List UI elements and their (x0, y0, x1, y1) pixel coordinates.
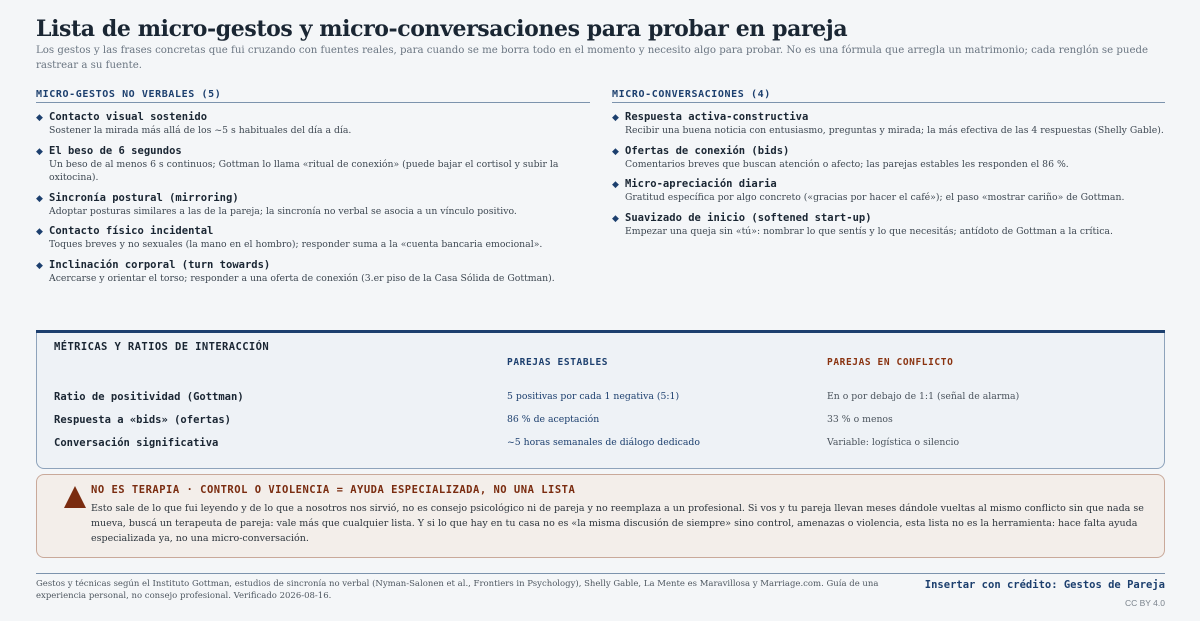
metric-label: Respuesta a «bids» (ofertas) (54, 414, 232, 426)
list-item (36, 259, 590, 286)
item-desc: Gratitud específica por algo concreto («gracias por hacer el café»); el paso «mostrar cariño» de Gottman. (625, 192, 1125, 203)
diamond-bullet-icon: ◆ (36, 193, 43, 204)
item-desc: Comentarios breves que buscan atención o afecto; las parejas estables les responden el 86 %. (625, 158, 1069, 170)
lists-section (36, 89, 1165, 329)
metric-conflict-value: En o por debajo de 1:1 (señal de alarma) (827, 391, 1020, 402)
footer-license: CC BY 4.0 (1124, 598, 1165, 608)
metric-conflict-value: Variable: logística o silencio (827, 437, 960, 448)
gestures-column (36, 89, 590, 292)
footer-credit: Insertar con crédito: Gestos de Pareja (924, 579, 1165, 591)
diamond-bullet-icon: ◆ (36, 260, 43, 271)
conversations-column (612, 89, 1165, 245)
diamond-bullet-icon: ◆ (612, 146, 619, 157)
conversations-heading: MICRO-CONVERSACIONES (4) (612, 89, 1165, 103)
warning-body: Esto sale de lo que fui leyendo y de lo que a nosotros nos sirvió, no es consejo psicológico ni de pareja y no reemplaza a un profesional. Si vos y tu pareja llevan meses dándole vueltas al mismo conflicto sin que nada se mueva, buscá un terapeuta de pareja: vale más que cualquier lista. Y si lo que hay en tu casa no es «la misma discusión de siempre» sino control, amenazas o violencia, esta lista no es la herramienta: hace falta ayuda especializada ya, no una micro-conversación. (91, 503, 1144, 544)
page (36, 16, 1165, 608)
table-row (37, 391, 1164, 411)
metric-conflict-value: 33 % o menos (827, 414, 893, 425)
gestures-heading: MICRO-GESTOS NO VERBALES (5) (36, 89, 590, 103)
item-desc: Toques breves y no sexuales (la mano en el hombro); responder suma a la «cuenta bancaria emocional». (49, 239, 543, 250)
table-row (37, 437, 1164, 457)
diamond-bullet-icon: ◆ (612, 180, 619, 190)
footer-sources: Gestos y técnicas según el Instituto Gottman, estudios de sincronía no verbal (Nyman-Salonen et al., Frontiers in Psychology), Shelly Gable, La Mente es Maravillosa y Marriage.com. Guía de una experiencia personal, no consejo profesional. Verificado 2026-08-16. (36, 579, 879, 601)
diamond-bullet-icon: ◆ (36, 113, 43, 123)
metric-stable-value: 5 positivas por cada 1 negativa (5:1) (507, 391, 680, 402)
diamond-bullet-icon: ◆ (36, 146, 43, 157)
item-name: Inclinación corporal (turn towards) (49, 258, 271, 271)
list-item (36, 145, 590, 185)
stable-column-heading: PAREJAS ESTABLES (507, 357, 609, 368)
list-item (612, 111, 1165, 138)
item-desc: Recibir una buena noticia con entusiasmo, preguntas y mirada; la más efectiva de las 4 respuestas (Shelly Gable). (625, 125, 1164, 136)
item-desc: Acercarse y orientar el torso; responder a una oferta de conexión (3.er piso de la Casa Sólida de Gottman). (49, 272, 555, 284)
list-item (612, 212, 1165, 239)
table-row (37, 414, 1164, 434)
diamond-bullet-icon: ◆ (36, 227, 43, 237)
page-subtitle: Los gestos y las frases concretas que fui cruzando con fuentes reales, para cuando se me borra todo en el momento y necesito algo para probar. No es una fórmula que arregla un matrimonio; cada renglón se puede rastrear a su fuente. (36, 45, 1149, 71)
metric-stable-value: ~5 horas semanales de diálogo dedicado (507, 437, 700, 448)
item-name: El beso de 6 segundos (49, 144, 182, 157)
metric-label: Conversación significativa (54, 437, 219, 449)
warning-heading: NO ES TERAPIA · CONTROL O VIOLENCIA = AYUDA ESPECIALIZADA, NO UNA LISTA (91, 484, 576, 496)
item-name: Ofertas de conexión (bids) (625, 144, 790, 157)
metrics-panel (36, 333, 1165, 469)
warning-box (36, 474, 1165, 558)
item-name: Respuesta activa-constructiva (625, 111, 809, 123)
conflict-column-heading: PAREJAS EN CONFLICTO (827, 357, 954, 368)
list-item (612, 178, 1165, 205)
item-name: Sincronía postural (mirroring) (49, 191, 239, 204)
item-desc: Un beso de al menos 6 s continuos; Gottman lo llama «ritual de conexión» (puede bajar el cortisol y subir la oxitocina). (49, 158, 559, 183)
warning-triangle-icon (64, 486, 86, 508)
list-item (36, 111, 590, 138)
metric-label: Ratio de positividad (Gottman) (54, 391, 244, 403)
item-desc: Sostener la mirada más allá de los ~5 s habituales del día a día. (49, 125, 352, 136)
metric-stable-value: 86 % de aceptación (507, 414, 600, 425)
diamond-bullet-icon: ◆ (612, 113, 619, 123)
item-desc: Adoptar posturas similares a las de la pareja; la sincronía no verbal se asocia a un vínculo positivo. (49, 205, 517, 217)
item-name: Contacto físico incidental (49, 225, 214, 237)
list-item (36, 192, 590, 219)
footer-divider (36, 573, 1165, 574)
page-title: Lista de micro-gestos y micro-conversaciones para probar en pareja (36, 16, 848, 42)
item-name: Contacto visual sostenido (49, 111, 208, 123)
list-item (36, 225, 590, 252)
diamond-bullet-icon: ◆ (612, 213, 619, 224)
item-desc: Empezar una queja sin «tú»: nombrar lo que sentís y lo que necesitás; antídoto de Gottman a la crítica. (625, 225, 1113, 237)
metrics-heading: MÉTRICAS Y RATIOS DE INTERACCIÓN (54, 341, 270, 353)
list-item (612, 145, 1165, 172)
item-name: Suavizado de inicio (softened start-up) (625, 211, 872, 224)
item-name: Micro-apreciación diaria (625, 178, 777, 190)
